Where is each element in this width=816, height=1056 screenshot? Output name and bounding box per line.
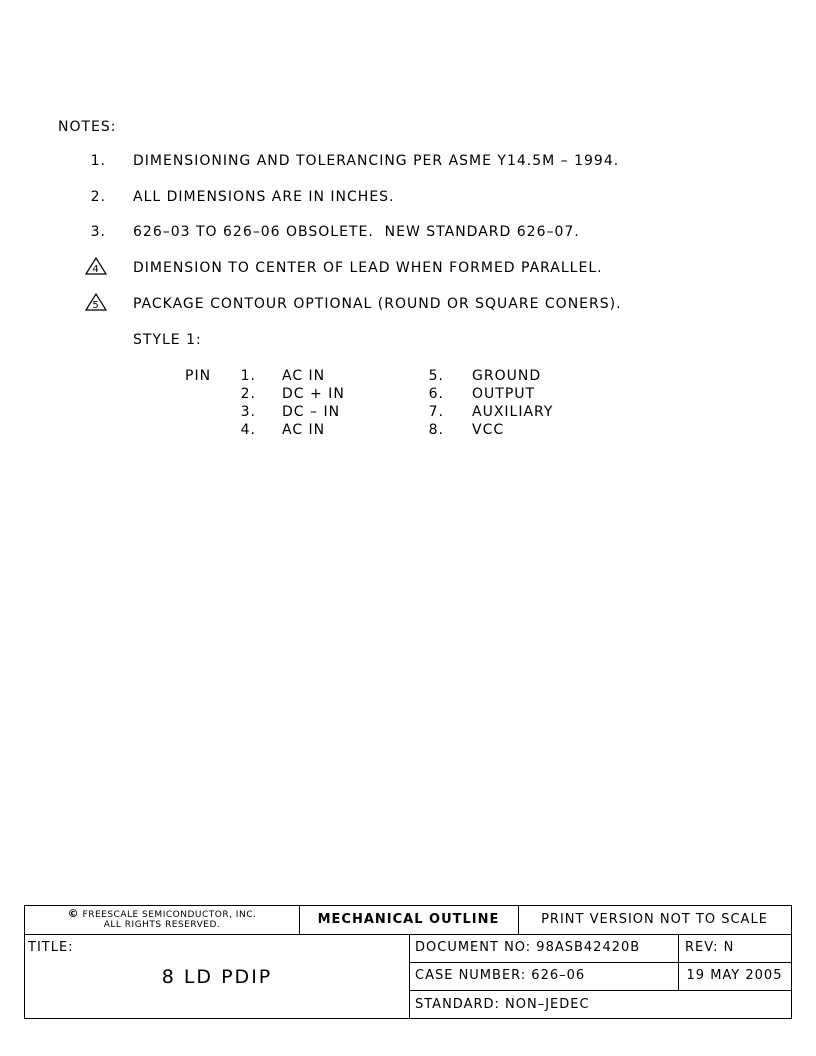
- pin-2-num: 2.: [240, 386, 256, 402]
- note-5-marker: 5: [92, 300, 100, 311]
- mechanical-outline-label: MECHANICAL OUTLINE: [317, 912, 500, 927]
- case-number: CASE NUMBER: 626–06: [415, 968, 586, 983]
- pin-5-num: 5.: [428, 368, 444, 384]
- copyright-notice: [25, 909, 299, 930]
- revision: REV: N: [685, 940, 735, 955]
- notes-heading: NOTES:: [58, 119, 117, 135]
- pin-label: PIN: [185, 368, 212, 384]
- note-3-text: 626–03 TO 626–06 OBSOLETE. NEW STANDARD 626–07.: [133, 224, 580, 240]
- pin-6-num: 6.: [428, 386, 444, 402]
- style-label: STYLE 1:: [133, 332, 202, 348]
- pin-1-name: AC IN: [282, 368, 326, 384]
- pin-4-num: 4.: [240, 422, 256, 438]
- note-4-text: DIMENSION TO CENTER OF LEAD WHEN FORMED PARALLEL.: [133, 260, 603, 276]
- pin-7-num: 7.: [428, 404, 444, 420]
- note-1-marker: 1.: [90, 153, 106, 169]
- title-block: [24, 905, 792, 1019]
- pin-8-num: 8.: [428, 422, 444, 438]
- copyright-line-1: FREESCALE SEMICONDUCTOR, INC.: [82, 910, 257, 920]
- note-2-text: ALL DIMENSIONS ARE IN INCHES.: [133, 189, 395, 205]
- revision-date: 19 MAY 2005: [686, 968, 783, 983]
- package-title: 8 LD PDIP: [161, 966, 273, 988]
- pin-4-name: AC IN: [282, 422, 326, 438]
- pin-2-name: DC + IN: [282, 386, 345, 402]
- print-version-label: PRINT VERSION NOT TO SCALE: [541, 912, 768, 927]
- pin-7-name: AUXILIARY: [472, 404, 554, 420]
- note-3-marker: 3.: [90, 224, 106, 240]
- pin-5-name: GROUND: [472, 368, 542, 384]
- note-5-text: PACKAGE CONTOUR OPTIONAL (ROUND OR SQUARE CONERS).: [133, 296, 622, 312]
- note-2-marker: 2.: [90, 189, 106, 205]
- document-number: DOCUMENT NO: 98ASB42420B: [415, 940, 641, 955]
- note-1-text: DIMENSIONING AND TOLERANCING PER ASME Y14.5M – 1994.: [133, 153, 620, 169]
- note-5-triangle-icon: [84, 292, 108, 312]
- title-label: TITLE:: [28, 940, 74, 955]
- standard: STANDARD: NON–JEDEC: [415, 997, 590, 1012]
- pin-3-num: 3.: [240, 404, 256, 420]
- note-4-triangle-icon: [84, 256, 108, 276]
- copyright-symbol: ©: [67, 907, 80, 920]
- copyright-line-2: ALL RIGHTS RESERVED.: [103, 920, 221, 930]
- pin-3-name: DC – IN: [282, 404, 341, 420]
- note-4-marker: 4: [92, 264, 100, 275]
- pin-1-num: 1.: [240, 368, 256, 384]
- pin-8-name: VCC: [472, 422, 505, 438]
- pin-6-name: OUTPUT: [472, 386, 536, 402]
